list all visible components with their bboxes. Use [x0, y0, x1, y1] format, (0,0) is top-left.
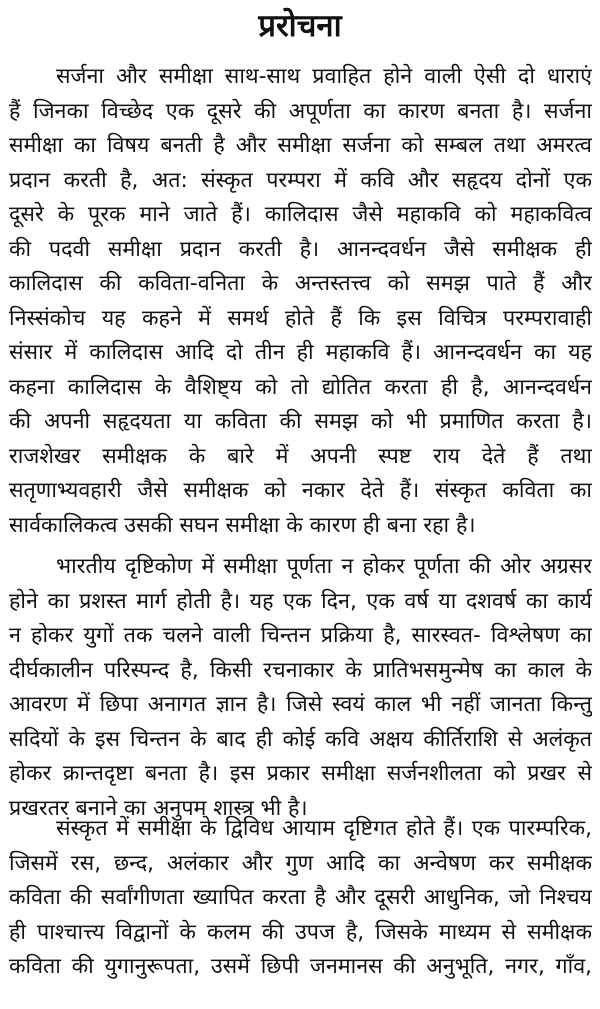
text-line: संसार में कालिदास आदि दो तीन ही महाकवि हैं। आनन्दवर्धन का यह — [9, 340, 592, 365]
text-line: संस्कृत में समीक्षा के द्विविध आयाम दृष्टिगत होते हैं। एक पारम्परिक, — [56, 816, 592, 841]
text-line: सतृणाभ्यवहारी जैसे समीक्षक को नकार देते हैं। संस्कृत कविता का — [9, 478, 592, 503]
text-line: होने का प्रशस्त मार्ग होती है। यह एक दिन, एक वर्ष या दशवर्ष का कार्य — [9, 588, 592, 614]
text-line: भारतीय दृष्टिकोण में समीक्षा पूर्णता न होकर पूर्णता की ओर अग्रसर — [56, 554, 592, 579]
text-line: कविता की सर्वांगीणता ख्यापित करता है और दूसरी आधुनिक, जो निश्चय — [9, 885, 592, 910]
text-line: जिसमें रस, छन्द, अलंकार और गुण आदि का अन्वेषण कर समीक्षक — [9, 850, 592, 876]
text-line: सार्वकालिकत्व उसकी सघन समीक्षा के कारण ही बना रहा है। — [9, 512, 476, 538]
text-line: हैं जिनका विच्छेद एक दूसरे की अपूर्णता का कारण बनता है। सर्जना — [9, 98, 592, 124]
text-line: सदियों के इस चिन्तन के बाद ही कोई कवि अक्षय कीर्तिराशि से अलंकृत — [9, 726, 592, 752]
text-line: की अपनी सहृदयता या कविता की समझ को भी प्रमाणित करता है। — [9, 409, 592, 434]
text-line: कालिदास की कविता-वनिता के अन्तस्तत्त्व को समझ पाते हैं और — [9, 271, 592, 296]
text-line: दीर्घकालीन परिस्पन्द है, किसी रचनाकार के प्रातिभसमुन्मेष का काल के — [9, 657, 592, 683]
paragraph-2 — [9, 550, 592, 826]
paragraph-3 — [9, 812, 592, 985]
text-line: आवरण में छिपा अनागत ज्ञान है। जिसे स्वयं काल भी नहीं जानता किन्तु — [9, 692, 592, 717]
text-line: की पदवी समीक्षा प्रदान करती है। आनन्दवर्धन जैसे समीक्षक ही — [9, 236, 592, 262]
paragraph-1 — [9, 60, 592, 543]
text-line: कहना कालिदास के वैशिष्ट्य को तो द्योतित करता ही है, आनन्दवर्धन — [9, 374, 592, 400]
text-line: प्रदान करती है, अत: संस्कृत परम्परा में कवि और सहृदय दोनों एक — [9, 167, 592, 193]
text-line: सर्जना और समीक्षा साथ-साथ प्रवाहित होने वाली ऐसी दो धाराएं — [56, 64, 592, 89]
text-line: निस्संकोच यह कहने में समर्थ होते हैं कि इस विचित्र परम्परावाही — [9, 305, 592, 331]
text-line: होकर क्रान्तदृष्टा बनता है। इस प्रकार समीक्षा सर्जनशीलता को प्रखर से — [9, 761, 592, 786]
text-line: प्रखरतर बनाने का अनुपम शास्त्र भी है। — [9, 795, 308, 821]
page-title: प्ररोचना — [258, 8, 342, 44]
text-line: दूसरे के पूरक माने जाते हैं। कालिदास जैसे महाकवि को महाकवित्व — [9, 202, 592, 227]
text-line: न होकर युगों तक चलने वाली चिन्तन प्रक्रिया है, सारस्वत- विश्लेषण का — [9, 623, 592, 648]
text-line: राजशेखर समीक्षक के बारे में अपनी स्पष्ट राय देते हैं तथा — [9, 443, 592, 469]
text-line: समीक्षा का विषय बनती है और समीक्षा सर्जना को सम्बल तथा अमरत्व — [9, 133, 592, 158]
text-line: कविता की युगानुरूपता, उसमें छिपी जनमानस की अनुभूति, नगर, गाँव, — [9, 954, 592, 979]
text-line: ही पाश्चात्त्य विद्वानों के कलम की उपज है, जिसके माध्यम से समीक्षक — [9, 919, 592, 945]
